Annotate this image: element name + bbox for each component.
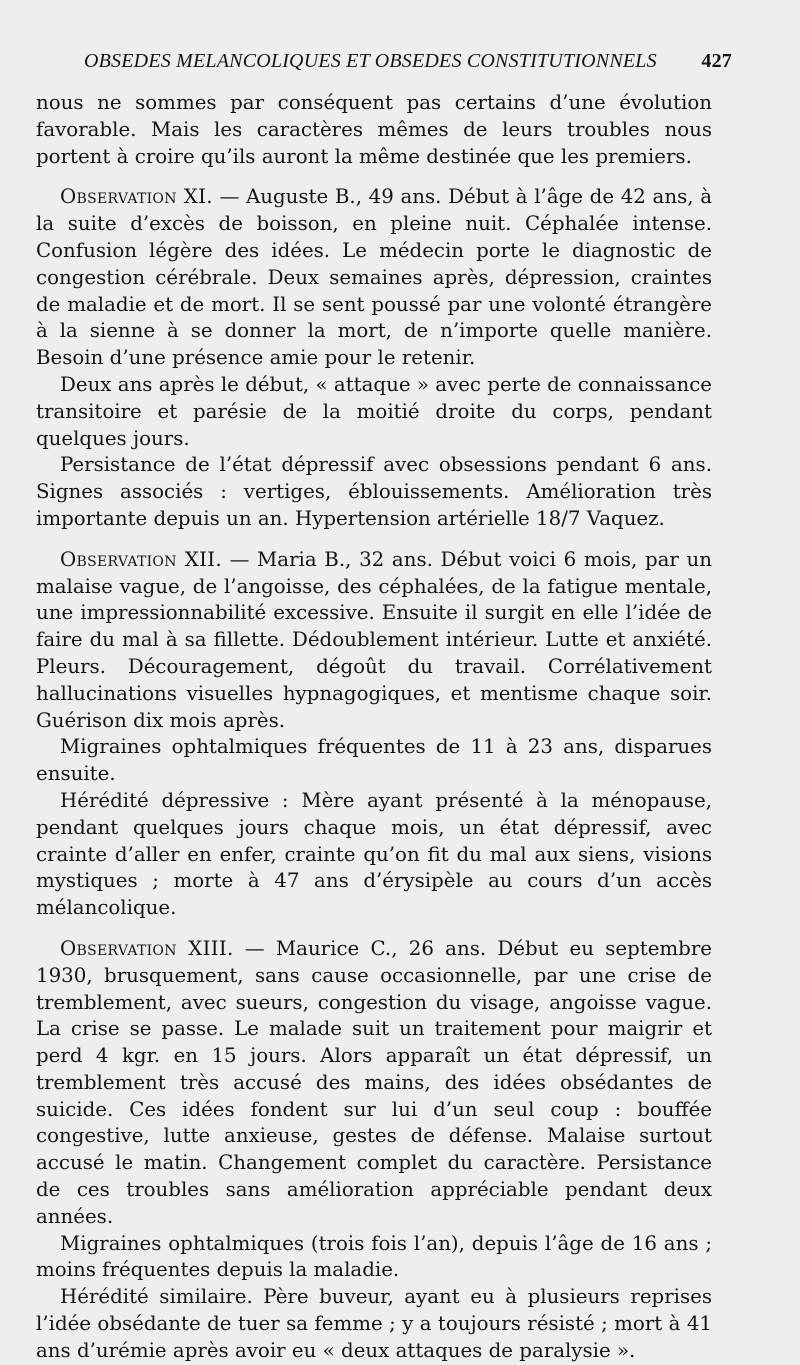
observation-13-label: Observation XIII. [60, 936, 234, 960]
observation-13-text: — Maurice C., 26 ans. Début eu septembre 1930, brusquement, sans cause occasionnelle, par une crise de tremblement, avec sueurs, congestion du visage, angoisse vague. La crise se passe. Le malade suit un traitement pour maigrir et perd 4 kgr. en 15 jours. Alors apparaît un état dépressif, un tremblement très accusé des mains, des idées obsédantes de suicide. Ces idées fondent sur lui d’un seul coup : bouffée congestive, lutte anxieuse, gestes de défense. Malaise surtout accusé le matin. Changement complet du caractère. Persistance de ces troubles sans amélioration appréciable pendant deux années. [36, 936, 712, 1228]
observation-12 [36, 547, 712, 735]
paragraph-continuation: nous ne sommes par conséquent pas certains d’une évolution favorable. Mais les caractères mêmes de leurs troubles nous portent à croire qu’ils auront la même destinée que les premiers. [36, 91, 712, 168]
observation-11-paragraph-3: Persistance de l’état dépressif avec obsessions pendant 6 ans. Signes associés : vertiges, éblouissements. Amélioration très importante depuis un an. Hypertension artérielle 18/7 Vaquez. [36, 453, 712, 530]
observation-11-text: — Auguste B., 49 ans. Début à l’âge de 42 ans, à la suite d’excès de boisson, en pleine nuit. Céphalée intense. Confusion légère des idées. Le médecin porte le diagnostic de congestion cérébrale. Deux semaines après, dépression, craintes de maladie et de mort. Il se sent poussé par une volonté étrangère à la sienne à se donner la mort, de n’importe quelle manière. Besoin d’une présence amie pour le retenir. [36, 185, 712, 370]
observation-11 [36, 184, 712, 372]
running-head [40, 46, 732, 76]
observation-11-label: Observation XI. [60, 185, 213, 209]
observation-11-paragraph-2: Deux ans après le début, « attaque » avec perte de connaissance transitoire et parésie de la moitié droite du corps, pendant quelques jours. [36, 372, 712, 450]
observation-12-text: — Maria B., 32 ans. Début voici 6 mois, par un malaise vague, de l’angoisse, des céphalées, de la fatigue mentale, une impressionnabilité excessive. Ensuite il surgit en elle l’idée de faire du mal à sa fillette. Dédoublement intérieur. Lutte et anxiété. Pleurs. Découragement, dégoût du travail. Corrélativement hallucinations visuelles hypnagogiques, et mentisme chaque soir. Guérison dix mois après. [36, 547, 712, 732]
observation-13-paragraph-3: Hérédité similaire. Père buveur, ayant eu à plusieurs reprises l’idée obsédante de tuer sa femme ; y a toujours résisté ; mort à 41 ans d’urémie après avoir eu « deux attaques de paralysie ». [36, 1285, 712, 1362]
body-text [36, 90, 712, 1365]
observation-12-label: Observation XII. [60, 547, 222, 571]
page-number: 427 [701, 50, 732, 72]
running-head-title: OBSEDES MELANCOLIQUES ET OBSEDES CONSTITUTIONNELS [84, 50, 657, 72]
observation-13 [36, 936, 712, 1231]
observation-12-paragraph-3: Hérédité dépressive : Mère ayant présenté à la ménopause, pendant quelques jours chaque mois, un état dépressif, avec crainte d’aller en enfer, crainte qu’on fit du mal aux siens, visions mystiques ; morte à 47 ans d’érysipèle au cours d’un accès mélancolique. [36, 788, 712, 920]
observation-13-paragraph-2: Migraines ophtalmiques (trois fois l’an), depuis l’âge de 16 ans ; moins fréquentes depuis la maladie. [36, 1231, 712, 1282]
observation-12-paragraph-2: Migraines ophtalmiques fréquentes de 11 à 23 ans, disparues ensuite. [36, 735, 712, 786]
